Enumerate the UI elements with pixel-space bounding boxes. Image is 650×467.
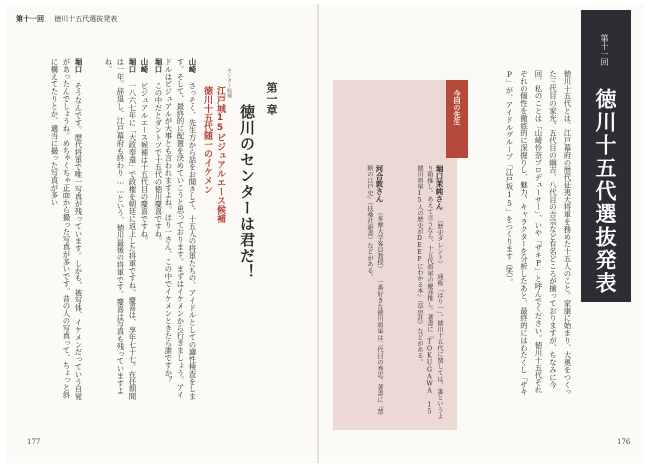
chapter-title: 徳川のセンターは君だ！: [238, 104, 256, 280]
teacher-profile: [392, 165, 444, 420]
subheading-label: センター候補: [226, 68, 232, 98]
teacher-title: （多摩大学客員教授）: [376, 209, 383, 272]
teacher-title: （歴史タレント）: [436, 217, 443, 267]
running-head-chapter: 第十一回: [16, 15, 44, 23]
running-head: [16, 14, 117, 24]
page-number-left: 177: [27, 438, 41, 446]
speaker-name: 山崎: [188, 58, 197, 73]
page-number-right: 176: [617, 438, 631, 446]
chapter-label: 第一章: [265, 82, 278, 115]
sidebar-tag-label: 今回の先生: [453, 90, 461, 125]
teacher-name: 河合敦さん: [375, 165, 384, 203]
teacher-profile: [340, 165, 384, 420]
speech-text: 一八六七年に「大政奉還」で政権を朝廷に返上した将軍ですね。慶喜は、享年七十七。在任期間は一年。辞退し、江戸幕府も終わり……という、徳川最後の将軍です。慶喜は写真も残っていますよね。: [104, 58, 137, 401]
speaker-name: 堀口: [128, 58, 137, 73]
speaker-name: 堀口: [74, 58, 83, 73]
teacher-description: 通称「ほり一」。徳川十五代に関しては、誰というより箱推し。あえて言うなら、十五代将軍の慶喜推し。著書に『TOKUGAWA 15 徳川将軍15人の歴史がDEEPにわかる本』（草思社）などがある。: [416, 165, 443, 420]
teacher-name: 堀口茉純さん: [435, 165, 444, 210]
dialogue-entry: [164, 58, 198, 403]
speech-text: ビジュアルエース候補は十五代目の慶喜ですね。: [140, 81, 149, 245]
speech-text: この中だとダントツで十五代の徳川慶喜ですね。: [154, 81, 163, 245]
dialogue-entry: [154, 58, 164, 403]
speaker-name: 山崎: [140, 58, 149, 73]
running-head-title: 徳川十五代選抜発表: [54, 15, 118, 23]
teacher-description: 一番好きな徳川将軍は二代目の秀忠。著書に『禁断の江戸史』（扶桑社新書）などがある。: [366, 165, 383, 415]
chapter-number: 第十一回: [600, 34, 609, 66]
subheading-1: 江戸城15ビジュアルエース候補: [215, 86, 225, 223]
chapter-header-box: [581, 10, 631, 302]
speaker-name: 堀口: [154, 58, 163, 73]
page-title: 徳川十五代選抜発表: [593, 88, 618, 295]
speech-text: さっそく、先生方から話をお聞きして、十五人の将軍たちの、アイドルとしての適性検査をします。そして、最終的に配置を決めていこうと思っております。まずはイケメンから行きましょう。アイドルはビジュアルが大事とも言われますよね。ほり一さん、この中でイケメンときたら誰ですか？: [164, 58, 197, 401]
intro-body-text: 徳川十五代とは、江戸幕府の歴代征夷大将軍を務めた十五人のこと。家康に始まり、大奥をつくった三代目の家光、五代目の綱吉、八代目の吉宗など有名どころが揃っておりますが、ちなみに今回、私のことは「山崎怜奈プロデューサー」、いや「ザキP」と呼んでください。徳川十五代それぞれの個性を徹底的に深掘りし、魅力、キャラクターを分析したあと、最終的にはわたくし「ザキP」が、アイドルグループ「江戸坂15」をつくります（笑）。: [505, 70, 572, 396]
dialogue-entry: [90, 58, 138, 403]
dialogue-entry: [140, 58, 150, 403]
speech-text: そうなんです。歴代将軍で唯一写真が残っています。しかも、被写体、イケメンだっていう自覚があったんでしょうね。めちゃくちゃ正面から撮った写真が多いです。昔の人の写真って、ちょっと斜に構えてたりとか、適当に撮った写真が多い: [50, 58, 83, 401]
dialogue-entry: [18, 58, 84, 403]
sidebar-tag: [446, 80, 468, 158]
subheading-2: 徳川十五代随一のイケメン: [202, 86, 212, 194]
